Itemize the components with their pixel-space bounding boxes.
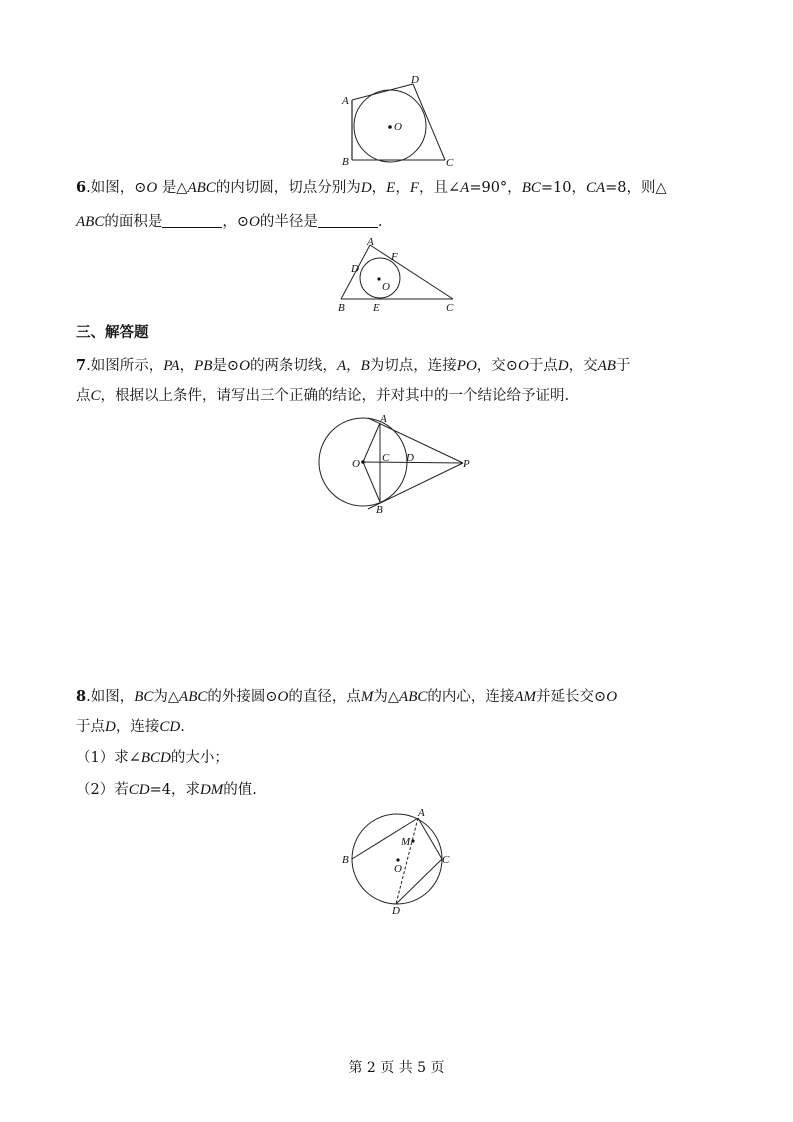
figure-tangents	[318, 412, 478, 518]
label-p: P	[463, 458, 470, 470]
label-d: D	[392, 905, 400, 917]
label-o: O	[394, 863, 402, 875]
segment-ad	[396, 818, 418, 904]
label-f: F	[391, 251, 398, 263]
label-b: B	[376, 504, 383, 516]
q8-part1: （1）求∠BCD的大小；	[76, 750, 229, 766]
label-a: A	[380, 413, 387, 425]
label-b: B	[342, 854, 349, 866]
label-c: C	[446, 302, 454, 314]
q8-line2: 于点D，连接CD.	[76, 719, 185, 735]
label-a: A	[342, 95, 349, 107]
label-d: D	[406, 452, 414, 464]
label-b: B	[342, 156, 349, 168]
figure-triangle-incircle	[333, 236, 463, 316]
figure-quadrilateral-incircle	[335, 72, 465, 168]
page-footer: 第 2 页 共 5 页	[348, 1060, 445, 1076]
center-o	[388, 125, 392, 129]
label-o: O	[394, 121, 402, 133]
label-a: A	[367, 236, 374, 248]
point-m	[411, 839, 414, 842]
label-c: C	[382, 452, 390, 464]
q7-line2: 点C，根据以上条件，请写出三个正确的结论，并对其中的一个结论给予证明.	[76, 388, 570, 404]
label-c: C	[442, 854, 450, 866]
answer-blank-radius[interactable]	[318, 213, 378, 228]
label-o: O	[352, 458, 360, 470]
q6-line2: ABC的面积是 ，⊙O的半径是 .	[76, 214, 383, 230]
q8-line1: 8.如图，BC为△ABC的外接圆⊙O的直径，点M为△ABC的内心，连接AM并延长交⊙O	[76, 688, 618, 705]
segment-cd	[396, 859, 442, 904]
q7-line1: 7.如图所示，PA，PB是⊙O的两条切线，A，B为切点，连接PO，交⊙O于点D，交AB于	[76, 357, 631, 374]
radius-ob	[363, 462, 380, 502]
label-d: D	[351, 263, 359, 275]
radius-oa	[363, 423, 380, 462]
label-a: A	[418, 807, 425, 819]
figure-circumcircle	[340, 808, 460, 918]
label-d: D	[411, 74, 419, 86]
label-m: M	[401, 836, 411, 848]
label-e: E	[373, 302, 380, 314]
tangent-pb	[368, 463, 463, 509]
center-o	[361, 460, 365, 464]
q8-part2: （2）若CD=4，求DM的值.	[76, 782, 257, 798]
answer-blank-area[interactable]	[162, 213, 222, 228]
label-b: B	[338, 302, 345, 314]
center-o	[377, 277, 380, 280]
label-o: O	[382, 281, 390, 293]
side-ac	[418, 818, 442, 859]
q6-line1: 6.如图，⊙O 是△ABC的内切圆，切点分别为D，E，F，且∠A=90°，BC=10，CA=8，则△	[76, 179, 667, 196]
side-ad	[352, 84, 413, 100]
label-c: C	[446, 157, 454, 169]
section-title: 三、解答题	[76, 324, 149, 341]
center-o	[396, 858, 399, 861]
